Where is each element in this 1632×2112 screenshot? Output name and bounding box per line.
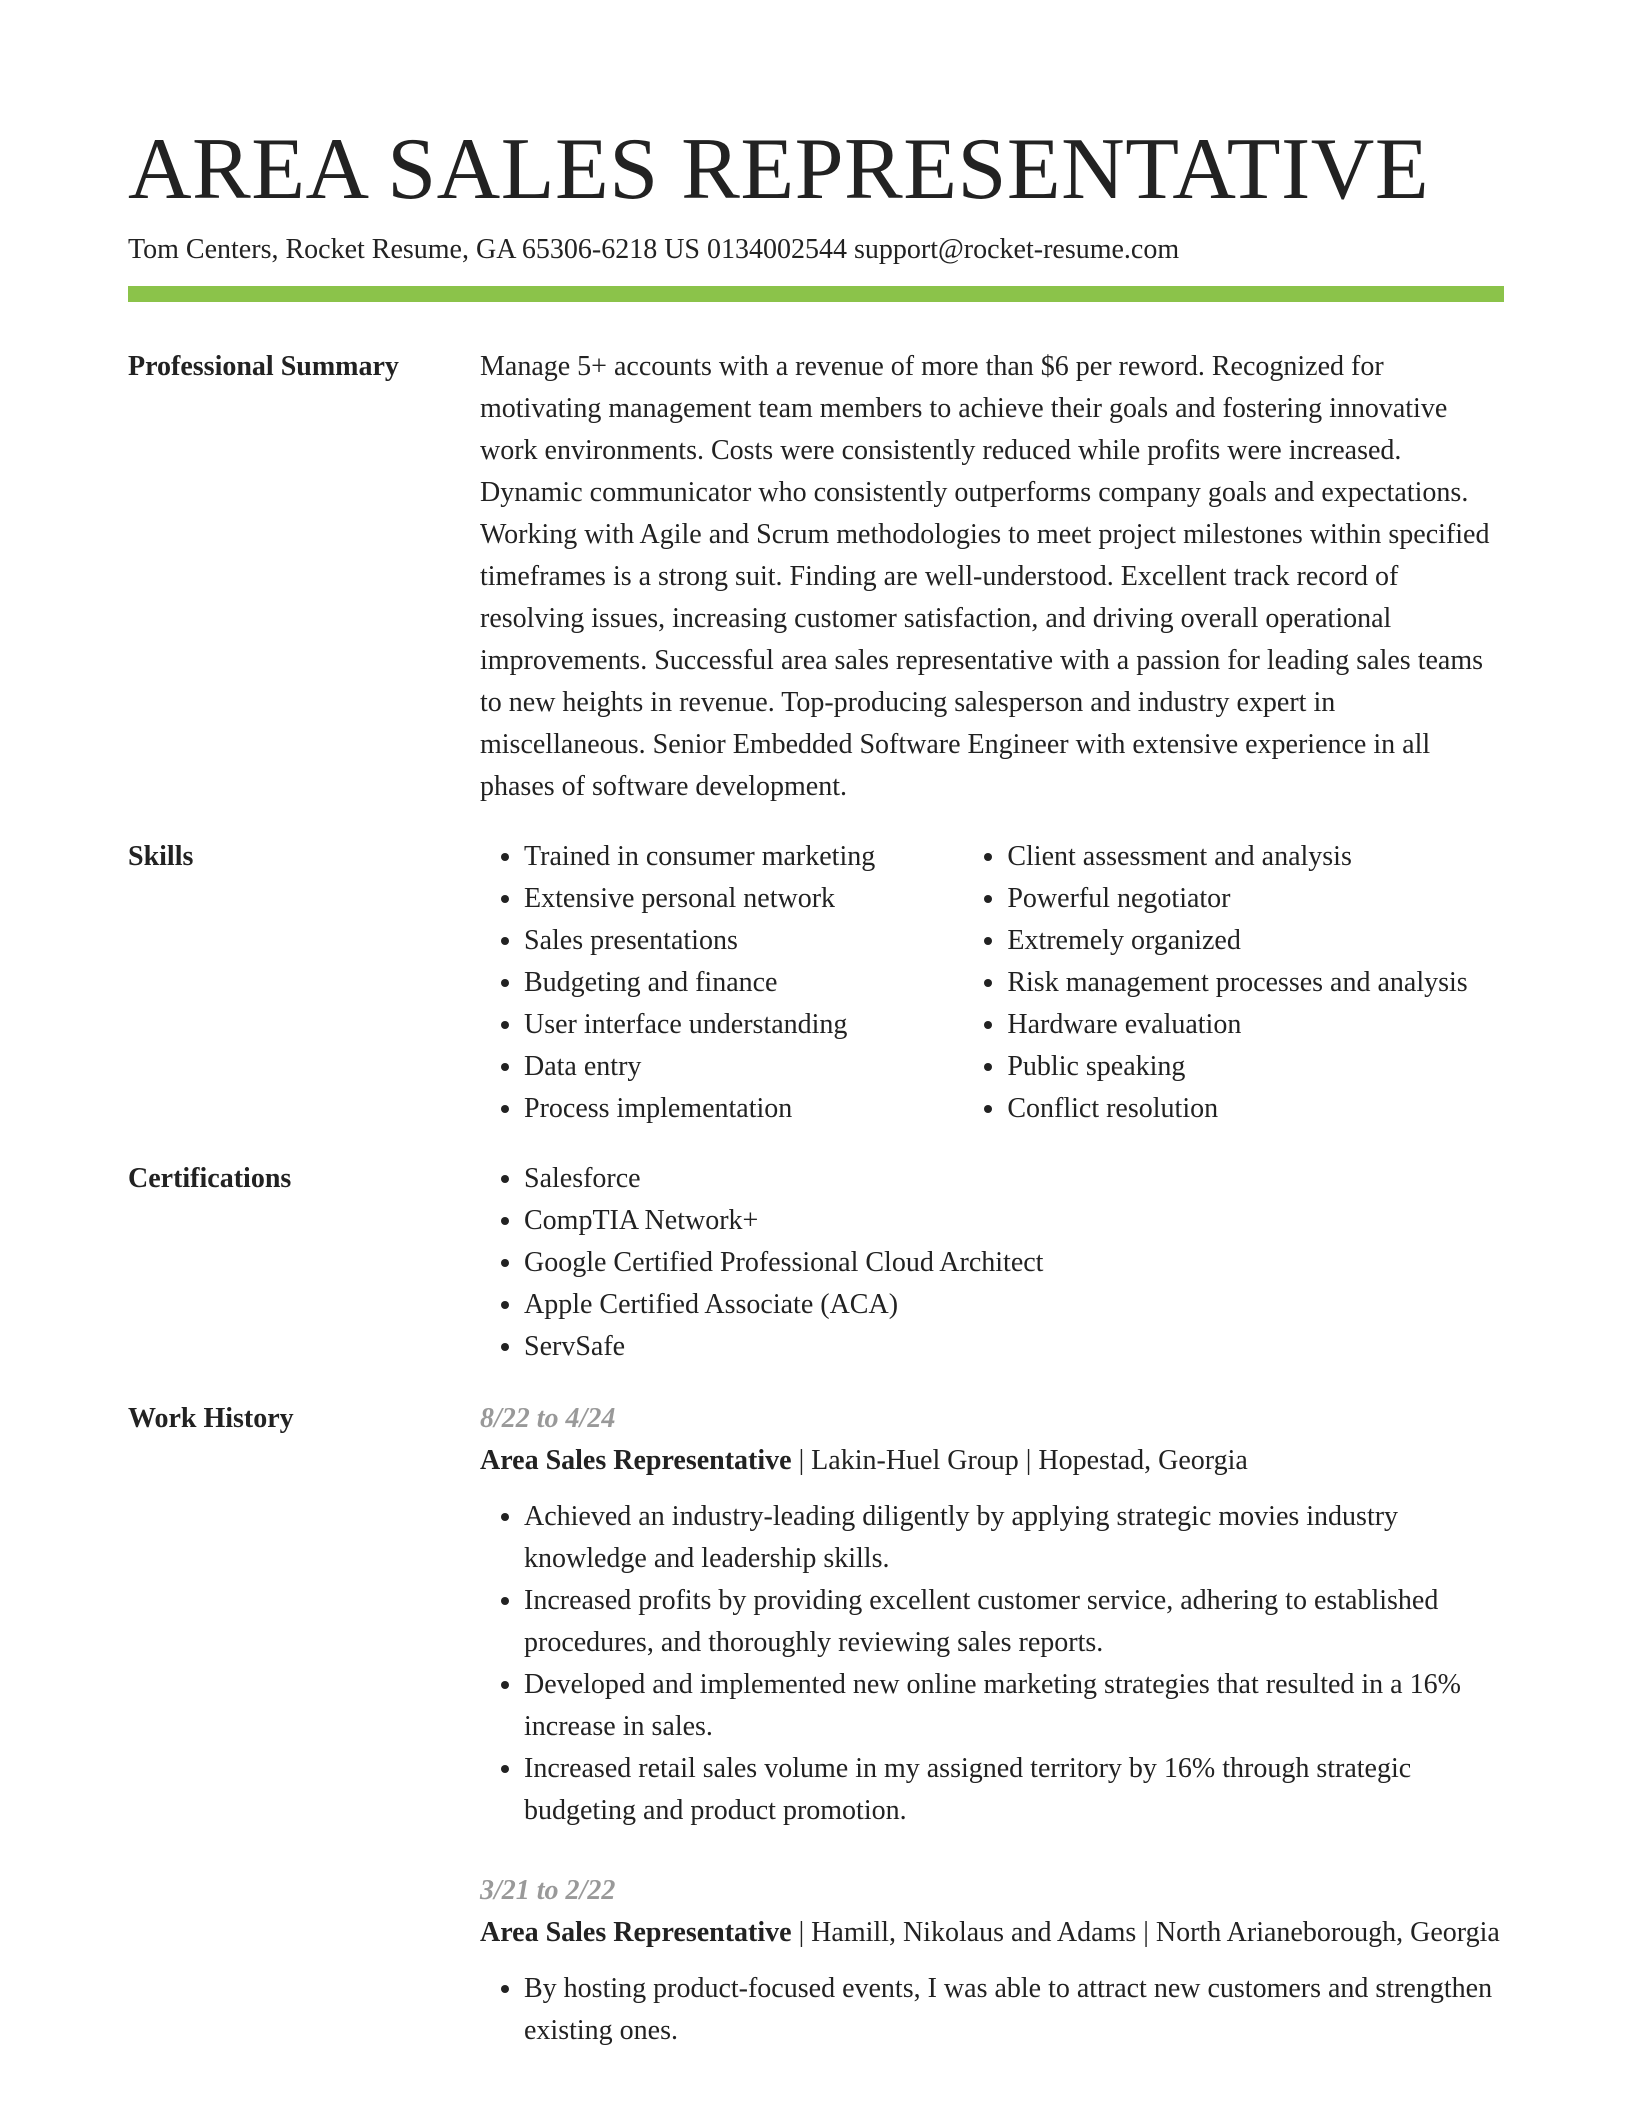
skills-body (480, 836, 1504, 1130)
skill-item: • Process implementation (524, 1088, 963, 1130)
job-bullets (480, 1496, 1504, 1832)
skill-item: • Extremely organized (1007, 920, 1504, 962)
page-title: AREA SALES REPRESENTATIVE (128, 121, 1430, 218)
certification-item: • Salesforce (524, 1158, 1504, 1200)
skill-item: • Hardware evaluation (1007, 1004, 1504, 1046)
job-heading (480, 1912, 1504, 1954)
skills-list-right (963, 836, 1504, 1130)
job-bullet: • Increased retail sales volume in my assigned territory by 16% through strategic budgeting and product promotion. (524, 1748, 1504, 1832)
skill-item: • Data entry (524, 1046, 963, 1088)
skill-item: • Sales presentations (524, 920, 963, 962)
job-bullet: • Increased profits by providing excellent customer service, adhering to established procedures, and thoroughly reviewing sales reports. (524, 1580, 1504, 1664)
job-employer-location: | Hamill, Nikolaus and Adams | North Arianeborough, Georgia (791, 1917, 1500, 1948)
summary-body (480, 346, 1504, 808)
skill-item: • Powerful negotiator (1007, 878, 1504, 920)
section-label-summary: Professional Summary (128, 351, 399, 382)
skill-item: • Conflict resolution (1007, 1088, 1504, 1130)
job-heading (480, 1440, 1504, 1482)
skills-list-left (480, 836, 963, 1130)
certifications-list (480, 1158, 1504, 1368)
skill-item: • Risk management processes and analysis (1007, 962, 1504, 1004)
certification-item: • Google Certified Professional Cloud Architect (524, 1242, 1504, 1284)
summary-text: Manage 5+ accounts with a revenue of more than $6 per reword. Recognized for motivating management team members to achieve their goals and fostering innovative work environments. Costs were consistently reduced while profits were increased. Dynamic communicator who consistently outperforms company goals and expectations. Working with Agile and Scrum methodologies to meet project milestones within specified timeframes is a strong suit. Finding are well-understood. Excellent track record of resolving issues, increasing customer satisfaction, and driving overall operational improvements. Successful area sales representative with a passion for leading sales teams to new heights in revenue. Top-producing salesperson and industry expert in miscellaneous. Senior Embedded Software Engineer with extensive experience in all phases of software development. (480, 351, 1490, 802)
contact-name: Tom Centers, (128, 234, 279, 265)
job-dates: 8/22 to 4/24 (480, 1403, 616, 1434)
job-employer-location: | Lakin-Huel Group | Hopestad, Georgia (791, 1445, 1248, 1476)
section-label-work-history: Work History (128, 1403, 294, 1434)
certifications-body (480, 1158, 1504, 1368)
contact-line (128, 230, 1186, 270)
skill-item: • Extensive personal network (524, 878, 963, 920)
accent-divider (128, 286, 1504, 302)
job-dates: 3/21 to 2/22 (480, 1875, 616, 1906)
skill-item: • User interface understanding (524, 1004, 963, 1046)
section-label-skills: Skills (128, 841, 194, 872)
job-entry (480, 1398, 1504, 1832)
work-history-body (480, 1398, 1504, 2090)
contact-location: Rocket Resume, GA 65306-6218 US (285, 234, 700, 265)
contact-phone: 0134002544 (707, 234, 847, 265)
job-bullet: • Achieved an industry-leading diligently by applying strategic movies industry knowledge and leadership skills. (524, 1496, 1504, 1580)
skill-item: • Client assessment and analysis (1007, 836, 1504, 878)
certification-item: • CompTIA Network+ (524, 1200, 1504, 1242)
section-label-certifications: Certifications (128, 1163, 292, 1194)
job-bullets (480, 1968, 1504, 2052)
contact-email: support@rocket-resume.com (854, 234, 1180, 265)
job-bullet: • Developed and implemented new online marketing strategies that resulted in a 16% increase in sales. (524, 1664, 1504, 1748)
skill-item: • Budgeting and finance (524, 962, 963, 1004)
certification-item: • Apple Certified Associate (ACA) (524, 1284, 1504, 1326)
job-bullet: • By hosting product-focused events, I was able to attract new customers and strengthen existing ones. (524, 1968, 1504, 2052)
skill-item: • Public speaking (1007, 1046, 1504, 1088)
skill-item: • Trained in consumer marketing (524, 836, 963, 878)
certification-item: • ServSafe (524, 1326, 1504, 1368)
job-title: Area Sales Representative (480, 1445, 792, 1476)
job-title: Area Sales Representative (480, 1917, 792, 1948)
job-entry (480, 1870, 1504, 2052)
